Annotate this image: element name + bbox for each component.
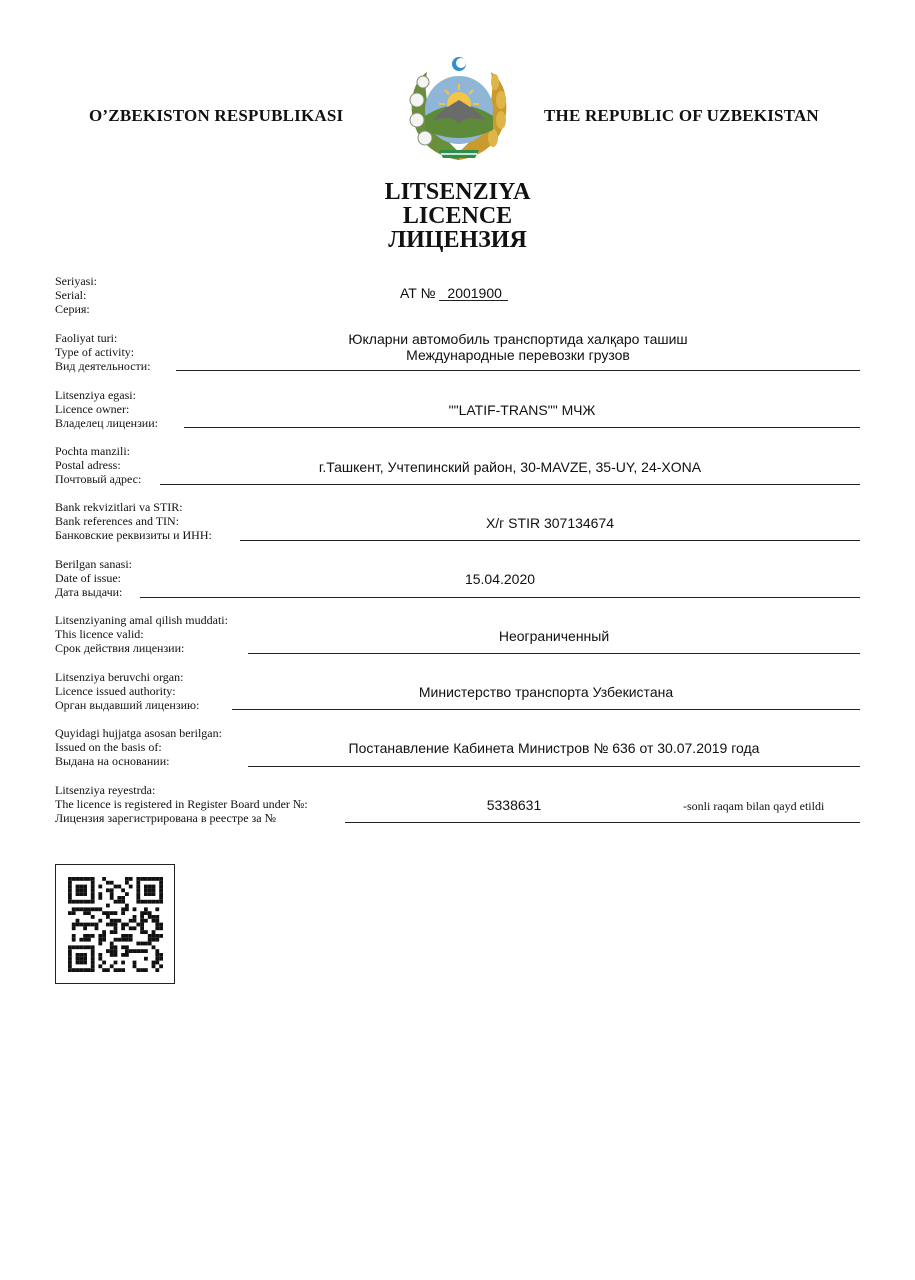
authority-label-en: Licence issued authority: (55, 684, 176, 698)
owner-label-ru: Владелец лицензии: (55, 416, 158, 430)
validity-value: Неограниченный (498, 628, 610, 644)
authority-label-uz: Litsenziya beruvchi organ: (55, 670, 184, 684)
validity-underline (248, 653, 860, 654)
basis-labels (55, 726, 222, 768)
owner-value: ""LATIF-TRANS"" МЧЖ (448, 402, 596, 418)
activity-value (176, 331, 860, 363)
issue-date-underline (140, 597, 860, 598)
basis-label-uz: Quyidagi hujjatga asosan berilgan: (55, 726, 222, 740)
uzbekistan-state-emblem-icon (401, 54, 517, 166)
issue-date-label-ru: Дата выдачи: (55, 585, 123, 599)
bank-value: Х/г STIR 307134674 (485, 515, 615, 531)
document-title (0, 180, 915, 252)
owner-labels (55, 388, 158, 430)
authority-underline (232, 709, 860, 710)
bank-labels (55, 500, 212, 542)
activity-value-line2: Международные перевозки грузов (406, 347, 630, 363)
register-suffix: -sonli raqam bilan qayd etildi (683, 799, 825, 813)
issue-date-label-uz: Berilgan sanasi: (55, 557, 132, 571)
bank-label-ru: Банковские реквизиты и ИНН: (55, 528, 212, 542)
serial-prefix: AT № (400, 285, 436, 301)
activity-label-ru: Вид деятельности: (55, 359, 151, 373)
activity-value-line1: Юкларни автомобиль транспортида халқаро ташиш (348, 331, 688, 347)
qr-code-graphic (56, 865, 174, 983)
title-line-en: LICENCE (402, 203, 513, 229)
owner-label-uz: Litsenziya egasi: (55, 388, 136, 402)
serial-label-uz: Seriyasi: (55, 274, 97, 288)
postal-label-en: Postal adress: (55, 458, 121, 472)
bank-label-uz: Bank rekvizitlari va STIR: (55, 500, 183, 514)
validity-label-ru: Срок действия лицензии: (55, 641, 185, 655)
postal-value: г.Ташкент, Учтепинский район, 30-MAVZE, 35-UY, 24-XONA (318, 459, 702, 475)
basis-value: Постанавление Кабинета Министров № 636 от 30.07.2019 года (348, 740, 760, 756)
serial-labels (55, 274, 97, 316)
register-underline (345, 822, 860, 823)
basis-underline (248, 766, 860, 767)
issue-date-label-en: Date of issue: (55, 571, 121, 585)
serial-number: 2001900 (439, 286, 508, 301)
owner-underline (184, 427, 860, 428)
validity-label-en: This licence valid: (55, 627, 144, 641)
header-left-title: O’ZBEKISTON RESPUBLIKASI (89, 106, 344, 125)
register-value: 5338631 (486, 797, 542, 813)
header-right-title: THE REPUBLIC OF UZBEKISTAN (544, 106, 819, 125)
issue-date-labels (55, 557, 132, 599)
authority-label-ru: Орган выдавший лицензию: (55, 698, 200, 712)
postal-label-ru: Почтовый адрес: (55, 472, 142, 486)
bank-underline (240, 540, 860, 541)
title-line-ru: ЛИЦЕНЗИЯ (388, 227, 527, 253)
register-label-uz: Litsenziya reyestrda: (55, 783, 156, 797)
postal-label-uz: Pochta manzili: (55, 444, 130, 458)
bank-label-en: Bank references and TIN: (55, 514, 180, 528)
validity-labels (55, 613, 228, 655)
basis-label-ru: Выдана на основании: (55, 754, 170, 768)
activity-labels (55, 331, 151, 373)
issue-date-value: 15.04.2020 (464, 571, 536, 587)
activity-label-en: Type of activity: (55, 345, 135, 359)
qr-code-icon (55, 864, 175, 984)
validity-label-uz: Litsenziyaning amal qilish muddati: (55, 613, 228, 627)
authority-labels (55, 670, 199, 712)
register-label-ru: Лицензия зарегистрирована в реестре за № (55, 811, 277, 825)
activity-underline (176, 370, 860, 371)
title-line-uz: LITSENZIYA (384, 179, 531, 205)
postal-underline (160, 484, 860, 485)
serial-value (400, 285, 508, 301)
owner-label-en: Licence owner: (55, 402, 130, 416)
basis-label-en: Issued on the basis of: (55, 740, 162, 754)
register-labels (55, 783, 308, 825)
serial-label-ru: Серия: (55, 302, 90, 316)
serial-label-en: Serial: (55, 288, 87, 302)
activity-label-uz: Faoliyat turi: (55, 331, 118, 345)
authority-value: Министерство транспорта Узбекистана (418, 684, 674, 700)
postal-labels (55, 444, 141, 486)
register-label-en: The licence is registered in Register Board under №: (55, 797, 308, 811)
